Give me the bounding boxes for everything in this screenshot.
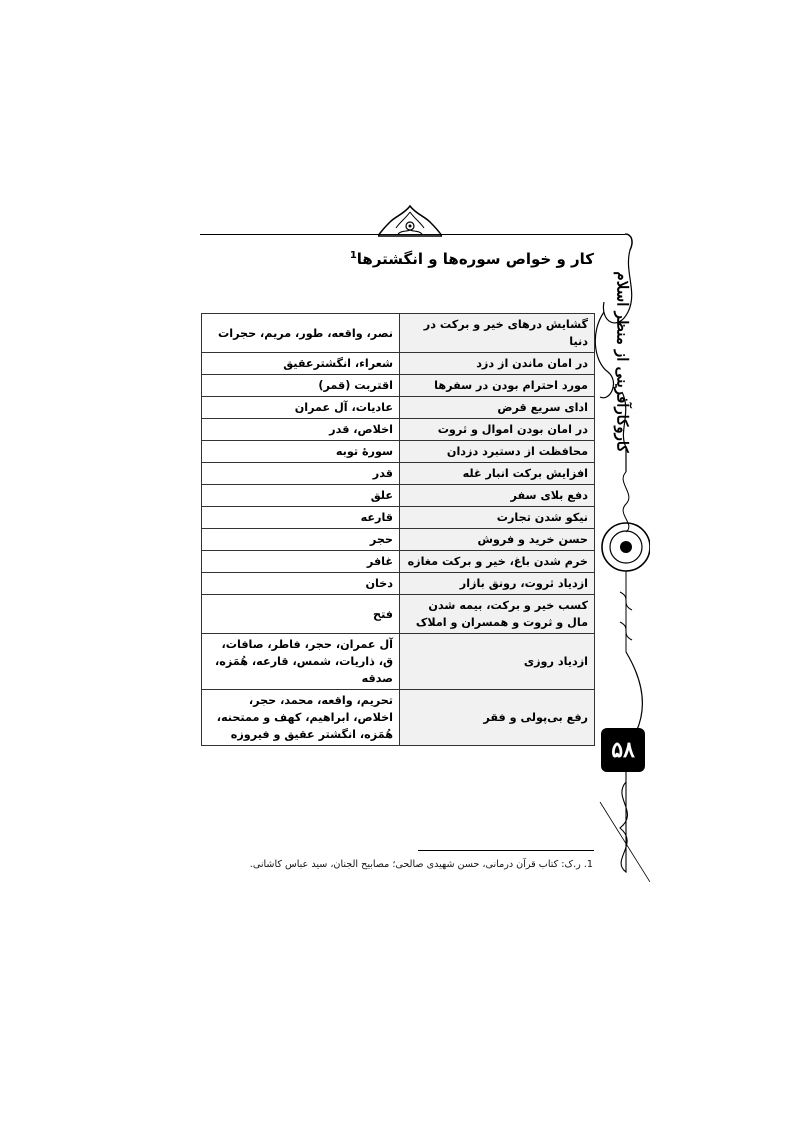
remedy-cell: سورهٔ توبه — [202, 441, 400, 463]
remedy-cell: شعراء، انگشترعقیق — [202, 353, 400, 375]
footnote-rule — [418, 850, 594, 851]
table-row — [202, 314, 595, 353]
table-row — [202, 690, 595, 746]
purpose-cell: در امان بودن اموال و ثروت — [400, 419, 595, 441]
purpose-cell: حسن خرید و فروش — [400, 529, 595, 551]
table-row — [202, 529, 595, 551]
table-row — [202, 595, 595, 634]
remedy-cell: فتح — [202, 595, 400, 634]
remedy-cell: حجر — [202, 529, 400, 551]
table-row — [202, 485, 595, 507]
purpose-cell: ادای سریع قرض — [400, 397, 595, 419]
footnote: 1. ر.ک: کتاب قرآن درمانی، حسن شهیدی صالحی؛ مصابیح الجنان، سید عباس کاشانی. — [249, 859, 593, 870]
purpose-cell: محافظت از دستبرد دزدان — [400, 441, 595, 463]
page-title — [350, 250, 594, 268]
purpose-cell: دفع بلای سفر — [400, 485, 595, 507]
surah-properties-table — [201, 313, 595, 746]
table-row — [202, 463, 595, 485]
side-banner-text: کاروکارآفرینی از منظر اسلام — [614, 271, 633, 453]
purpose-cell: ازدیاد روزی — [400, 634, 595, 690]
table-row — [202, 573, 595, 595]
table-row — [202, 375, 595, 397]
remedy-cell: قدر — [202, 463, 400, 485]
remedy-cell: اقتربت (قمر) — [202, 375, 400, 397]
remedy-cell: علق — [202, 485, 400, 507]
remedy-cell: اخلاص، قدر — [202, 419, 400, 441]
remedy-cell: تحریم، واقعه، محمد، حجر، اخلاص، ابراهیم، کهف و ممتحنه، هُمَزه، انگشتر عقیق و فیروزه — [202, 690, 400, 746]
table-row — [202, 507, 595, 529]
remedy-cell: عادیات، آل عمران — [202, 397, 400, 419]
purpose-cell: خرم شدن باغ، خیر و برکت مغازه — [400, 551, 595, 573]
title-text: کار و خواص سوره‌ها و انگشترها — [356, 250, 594, 268]
table-row — [202, 353, 595, 375]
remedy-cell: غافر — [202, 551, 400, 573]
remedy-cell: قارعه — [202, 507, 400, 529]
remedy-cell: آل عمران، حجر، فاطر، صافات، ق، ذاریات، شمس، قارعه، هُمَزه، صدقه — [202, 634, 400, 690]
purpose-cell: مورد احترام بودن در سفرها — [400, 375, 595, 397]
table-row — [202, 397, 595, 419]
table-row — [202, 441, 595, 463]
purpose-cell: در امان ماندن از دزد — [400, 353, 595, 375]
purpose-cell: رفع بی‌پولی و فقر — [400, 690, 595, 746]
purpose-cell: کسب خیر و برکت، بیمه شدن مال و ثروت و همسران و املاک — [400, 595, 595, 634]
table-row — [202, 419, 595, 441]
side-banner — [603, 271, 643, 453]
remedy-cell: نصر، واقعه، طور، مریم، حجرات — [202, 314, 400, 353]
remedy-cell: دخان — [202, 573, 400, 595]
page-number: ۵۸ — [601, 728, 645, 772]
purpose-cell: گشایش درهای خیر و برکت در دنیا — [400, 314, 595, 353]
table-row — [202, 634, 595, 690]
floral-ornament-icon — [378, 204, 442, 238]
purpose-cell: نیکو شدن تجارت — [400, 507, 595, 529]
purpose-cell: افزایش برکت انبار غله — [400, 463, 595, 485]
title-footnote-mark: 1 — [349, 250, 357, 261]
table-row — [202, 551, 595, 573]
purpose-cell: ازدیاد ثروت، رونق بازار — [400, 573, 595, 595]
